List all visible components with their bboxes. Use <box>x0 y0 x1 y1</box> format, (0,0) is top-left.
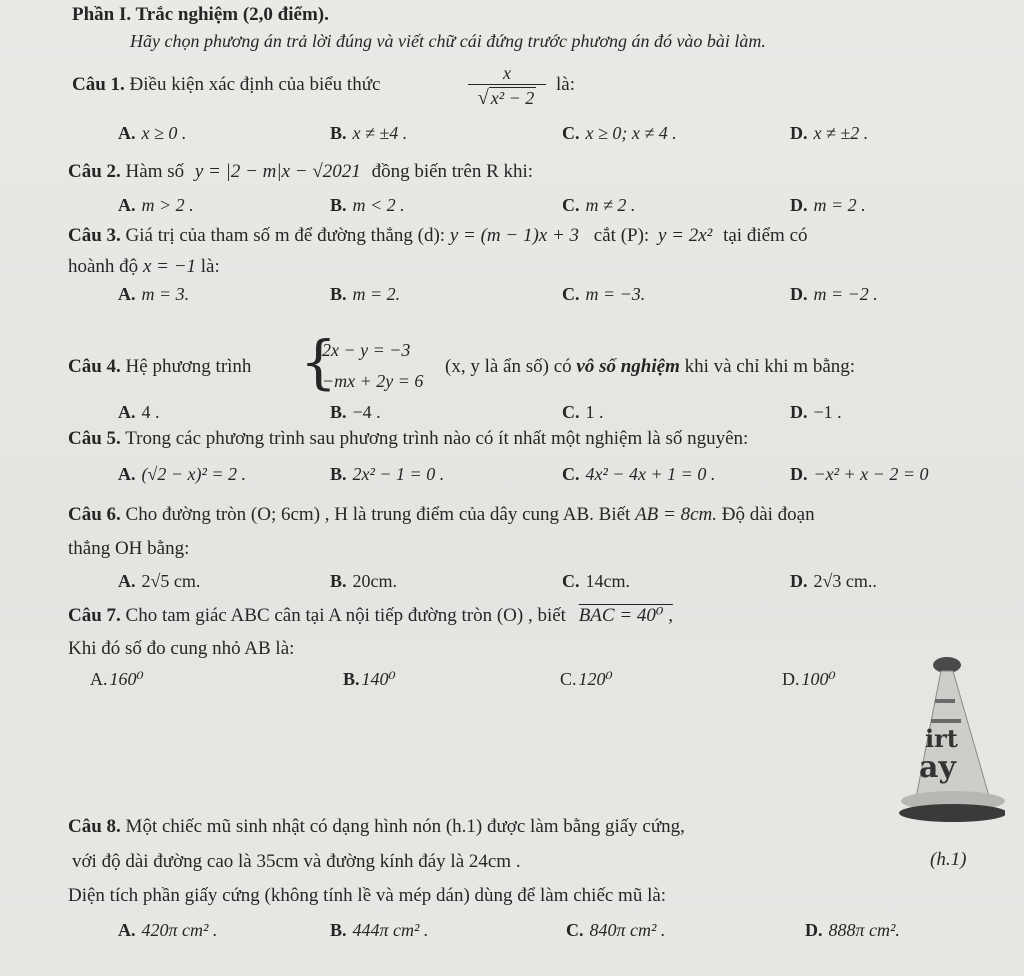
question-7-line2: Khi đó số đo cung nhỏ AB là: <box>68 638 295 659</box>
hat-text-2: ay <box>919 750 956 785</box>
text-span: D. <box>782 669 800 689</box>
text-span: AB = 8cm. <box>635 504 717 525</box>
q5-option-b <box>330 462 444 486</box>
q2-formula: y = |2 − m|x − √2021 <box>194 161 361 182</box>
q6-option-c <box>562 569 630 593</box>
text-span: A. <box>118 571 136 591</box>
text-span: C. <box>562 464 580 484</box>
text-span: B. <box>343 669 360 689</box>
q3-option-c <box>562 282 645 306</box>
text-span: vô số nghiệm <box>576 356 680 377</box>
q3-option-d <box>790 282 878 306</box>
text-span: Một chiếc mũ sinh nhật có dạng hình nón (h.1) được làm bằng giấy cứng, <box>125 816 685 837</box>
section-instruction: Hãy chọn phương án trả lời đúng và viết chữ cái đứng trước phương án đó vào bài làm. <box>130 31 766 51</box>
q1-tail: là: <box>556 74 575 95</box>
q4-option-a <box>118 400 160 424</box>
q5-option-a <box>118 462 246 486</box>
figure-label: (h.1) <box>930 849 967 870</box>
text-span: B. <box>330 464 347 484</box>
q8-option-c <box>566 918 665 942</box>
question-8-line2: với độ dài đường cao là 35cm và đường kính đáy là 24cm . <box>72 851 521 872</box>
q1-label: Câu 1. <box>72 74 125 95</box>
q4-option-d <box>790 400 842 424</box>
text-span: Câu 2. <box>68 161 121 182</box>
text-span: (√2 − x)² = 2 . <box>141 464 247 484</box>
text-span: C. <box>562 571 580 591</box>
text-span: x ≠ ±2 . <box>813 123 869 143</box>
text-span: m = 2 . <box>813 195 866 215</box>
q7-option-d <box>782 667 836 691</box>
text-span: D. <box>790 284 808 304</box>
question-5 <box>68 427 748 451</box>
text-span: Câu 6. <box>68 504 121 525</box>
text-span: B. <box>330 195 347 215</box>
q3-option-b <box>330 282 400 306</box>
q5-option-c <box>562 462 715 486</box>
q6-option-a <box>118 569 200 593</box>
text-span: Giá trị của tham số m để đường thẳng (d): <box>125 225 446 246</box>
q1-frac-den: x² − 2 <box>490 88 535 108</box>
hat-rim-bottom <box>899 804 1005 822</box>
text-span: Câu 5. <box>68 428 121 449</box>
q1-frac-num: x <box>468 62 546 85</box>
q5-option-d <box>790 462 928 486</box>
q3-option-a <box>118 282 189 306</box>
question-8-line3: Diện tích phần giấy cứng (không tính lề và mép dán) dùng để làm chiếc mũ là: <box>68 885 667 906</box>
q6-option-b <box>330 569 397 593</box>
text-span: −1 . <box>813 402 842 422</box>
text-span: x ≠ ±4 . <box>352 123 408 143</box>
question-7 <box>68 604 673 628</box>
question-3 <box>68 224 808 248</box>
text-span: 4x² − 4x + 1 = 0 . <box>585 464 716 484</box>
text-span: Trong các phương trình sau phương trình nào có ít nhất một nghiệm là số nguyên: <box>125 428 749 449</box>
question-1 <box>72 73 380 97</box>
text-span: Hàm số <box>125 161 185 182</box>
q4-option-c <box>562 400 604 424</box>
text-span: cắt (P): <box>593 225 650 246</box>
text-span: 1 . <box>585 402 604 422</box>
text-span: D. <box>790 195 808 215</box>
hat-text-1: irt <box>925 724 958 753</box>
text-span: C. <box>560 669 577 689</box>
q1-option-d <box>790 121 868 145</box>
text-span: B. <box>330 284 347 304</box>
text-span: 420π cm² . <box>141 920 218 940</box>
text-span: D. <box>790 123 808 143</box>
q2-option-c <box>562 193 635 217</box>
text-span: y = (m − 1)x + 3 <box>449 225 580 246</box>
text-span: 20cm. <box>352 571 398 591</box>
text-span: Câu 3. <box>68 225 121 246</box>
text-span: B. <box>330 920 347 940</box>
text-span: x ≥ 0; x ≠ 4 . <box>585 123 677 143</box>
text-span: 4 . <box>141 402 160 422</box>
text-span: −4 . <box>352 402 381 422</box>
text-span: là: <box>200 256 220 277</box>
text-span: m = −3. <box>585 284 646 304</box>
q8-option-a <box>118 918 217 942</box>
text-span: D. <box>790 464 808 484</box>
text-span: C. <box>562 402 580 422</box>
text-span: Câu 8. <box>68 816 121 837</box>
text-span: Cho tam giác ABC cân tại A nội tiếp đường tròn (O) , biết <box>125 605 566 626</box>
text-span: 2√3 cm.. <box>813 571 877 591</box>
q7-option-a <box>90 667 144 691</box>
text-span: A. <box>118 402 136 422</box>
text-span: m = 2. <box>352 284 401 304</box>
text-span: m ≠ 2 . <box>585 195 636 215</box>
text-span: B. <box>330 402 347 422</box>
text-span: BAC = 40⁰ , <box>578 605 674 626</box>
text-span: m < 2 . <box>352 195 405 215</box>
text-span: 840π cm² . <box>589 920 666 940</box>
text-span: Câu 7. <box>68 605 121 626</box>
text-span: đồng biến trên R khi: <box>371 161 534 182</box>
q2-option-d <box>790 193 866 217</box>
text-span: x = −1 <box>142 256 197 277</box>
q1-option-c <box>562 121 677 145</box>
q1-text: Điều kiện xác định của biểu thức <box>129 74 381 95</box>
q8-option-b <box>330 918 428 942</box>
text-span: (x, y là ẩn số) có <box>445 356 572 377</box>
q2-option-b <box>330 193 405 217</box>
question-6 <box>68 503 815 527</box>
question-8 <box>68 815 685 839</box>
text-span: C. <box>562 284 580 304</box>
q7-option-b <box>343 667 396 691</box>
text-span: khi và chỉ khi m bằng: <box>684 356 856 377</box>
text-span: 14cm. <box>585 571 630 591</box>
q7-option-c <box>560 667 613 691</box>
text-span: 2x² − 1 = 0 . <box>352 464 445 484</box>
birthday-hat-figure <box>895 655 1005 825</box>
text-span: B. <box>330 123 347 143</box>
text-span: D. <box>790 571 808 591</box>
q1-fraction: x √ x² − 2 <box>468 62 546 111</box>
text-span: 140⁰ <box>361 669 396 689</box>
q4-option-b <box>330 400 381 424</box>
section-title: Phần I. Trắc nghiệm (2,0 điểm). <box>72 4 329 25</box>
text-span: 100⁰ <box>801 669 836 689</box>
text-span: m = 3. <box>141 284 190 304</box>
q6-option-d <box>790 569 877 593</box>
q4-eq2: −mx + 2y = 6 <box>322 371 424 391</box>
text-span: D. <box>805 920 823 940</box>
q4-system-brace: { <box>300 328 337 396</box>
text-span: hoành độ <box>68 256 139 277</box>
text-span: A. <box>118 195 136 215</box>
text-span: y = 2x² <box>657 225 713 246</box>
text-span: m > 2 . <box>141 195 194 215</box>
question-6-line2: thẳng OH bằng: <box>68 538 190 559</box>
question-4 <box>68 355 251 379</box>
text-span: 444π cm² . <box>352 920 429 940</box>
text-span: C. <box>566 920 584 940</box>
text-span: Độ dài đoạn <box>721 504 815 525</box>
text-span: A. <box>118 123 136 143</box>
q1-option-b <box>330 121 407 145</box>
question-2 <box>68 160 533 184</box>
text-span: 2√5 cm. <box>141 571 201 591</box>
text-span: B. <box>330 571 347 591</box>
text-span: A. <box>118 284 136 304</box>
text-span: C. <box>562 195 580 215</box>
text-span: A. <box>118 464 136 484</box>
text-span: x ≥ 0 . <box>141 123 187 143</box>
text-span: 888π cm². <box>828 920 900 940</box>
q1-option-a <box>118 121 186 145</box>
text-span: C. <box>562 123 580 143</box>
text-span: A. <box>118 920 136 940</box>
q8-option-d <box>805 918 900 942</box>
text-span: Câu 4. <box>68 356 121 377</box>
q4-eq1: 2x − y = −3 <box>322 340 411 360</box>
question-3-line2 <box>68 255 220 279</box>
text-span: A. <box>90 669 108 689</box>
q2-option-a <box>118 193 194 217</box>
text-span: 120⁰ <box>578 669 613 689</box>
text-span: −x² + x − 2 = 0 <box>813 464 929 484</box>
text-span: Hệ phương trình <box>125 356 252 377</box>
text-span: 160⁰ <box>109 669 144 689</box>
question-4-rest <box>445 355 855 379</box>
text-span: D. <box>790 402 808 422</box>
text-span: Cho đường tròn (O; 6cm) , H là trung điểm của dây cung AB. Biết <box>125 504 631 525</box>
text-span: m = −2 . <box>813 284 878 304</box>
text-span: tại điểm có <box>723 225 808 246</box>
